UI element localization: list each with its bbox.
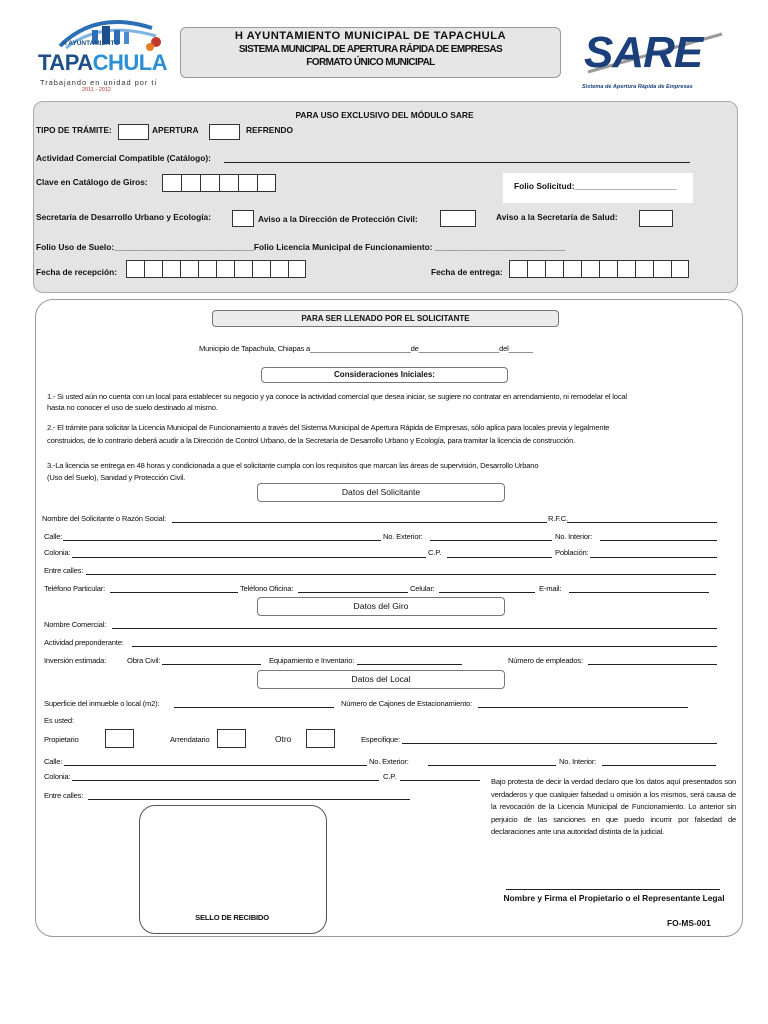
applicant-heading: PARA SER LLENADO POR EL SOLICITANTE xyxy=(212,310,559,327)
local-no-exterior-label: No. Exterior: xyxy=(369,757,409,766)
local-calle-label: Calle: xyxy=(44,757,63,766)
tel-oficina-field[interactable] xyxy=(298,592,408,593)
no-exterior-field[interactable] xyxy=(430,540,552,541)
equipamiento-label: Equipamiento e Inventario: xyxy=(269,656,355,665)
local-entre-calles-field[interactable] xyxy=(88,799,410,800)
poblacion-field[interactable] xyxy=(590,557,717,558)
form-code: FO-MS-001 xyxy=(667,918,711,928)
apertura-checkbox[interactable] xyxy=(118,124,149,140)
num-empleados-field[interactable] xyxy=(588,664,717,665)
cp-label: C.P. xyxy=(428,548,441,557)
local-no-exterior-field[interactable] xyxy=(428,765,556,766)
arrendatario-checkbox[interactable] xyxy=(217,729,246,748)
tel-oficina-label: Teléfono Oficina: xyxy=(240,584,294,593)
local-colonia-field[interactable] xyxy=(72,780,379,781)
local-no-interior-label: No. Interior: xyxy=(559,757,597,766)
protesta-text: Bajo protesta de decir la verdad declaro que los datos aquí presentados son verdaderos y que cualquier falsedad u omisión a los mismos, será causa de la revocación de la Licencia Municipal de Funcionamiento. Lo anterior sin perjuicio de las sanciones en que puedo incurrir por falsedad de declaraciones ante una autoridad distinta de la judicial. xyxy=(491,777,736,836)
sare-logo-text: SARE xyxy=(584,28,703,77)
municipio-line[interactable]: Municipio de Tapachula, Chiapas a_________________________de____________________del______ xyxy=(199,344,533,353)
poblacion-label: Población: xyxy=(555,548,589,557)
fecha-entrega-label: Fecha de entrega: xyxy=(431,267,503,277)
clave-label: Clave en Catálogo de Giros: xyxy=(36,177,148,187)
obra-civil-label: Obra Civil: xyxy=(127,656,161,665)
datos-giro-heading: Datos del Giro xyxy=(257,597,505,616)
consideracion-2a: 2.- El trámite para solicitar la Licencia Municipal de Funcionamiento a través del Sistema Municipal de Apertura Rápida de Empresas, sólo aplica para locales previa y legalmente xyxy=(47,423,610,432)
colonia-label: Colonia: xyxy=(44,548,71,557)
secretaria-checkbox[interactable] xyxy=(232,210,254,227)
celular-field[interactable] xyxy=(439,592,535,593)
actividad-pre-label: Actividad preponderante: xyxy=(44,638,124,647)
actividad-pre-field[interactable] xyxy=(132,646,717,647)
fecha-recepcion-label: Fecha de recepción: xyxy=(36,267,117,277)
es-usted-label: Es usted: xyxy=(44,716,74,725)
nombre-comercial-label: Nombre Comercial: xyxy=(44,620,107,629)
calle-label: Calle: xyxy=(44,532,63,541)
rfc-label: R.F.C. xyxy=(548,514,568,523)
actividad-label: Actividad Comercial Compatible (Catálogo): xyxy=(36,153,211,163)
apertura-label: APERTURA xyxy=(152,125,199,135)
title-format: FORMATO ÚNICO MUNICIPAL xyxy=(306,57,435,68)
nombre-comercial-field[interactable] xyxy=(112,628,717,629)
clave-cells[interactable] xyxy=(162,174,276,192)
logo-city-text xyxy=(38,50,167,76)
logo-small-text: H AYUNTAMIENTO xyxy=(62,40,120,47)
tel-particular-label: Teléfono Particular: xyxy=(44,584,106,593)
cajones-field[interactable] xyxy=(478,707,688,708)
local-cp-field[interactable] xyxy=(400,780,480,781)
folio-suelo-line[interactable]: Folio Uso de Suelo:______________________________Folio Licencia Municipal de Funcionamiento: ____________________________ xyxy=(36,242,566,252)
otro-label: Otro xyxy=(275,734,292,744)
signature-line[interactable] xyxy=(506,889,720,890)
secretaria-label: Secretaría de Desarrollo Urbano y Ecología: xyxy=(36,212,212,222)
num-empleados-label: Número de empleados: xyxy=(508,656,583,665)
refrendo-label: REFRENDO xyxy=(246,125,293,135)
consideracion-3a: 3.-La licencia se entrega en 48 horas y condicionada a que el solicitante cumpla con los requisitos que marcan las áreas de supervisión, Desarrollo Urbano xyxy=(47,461,539,470)
superficie-field[interactable] xyxy=(174,707,334,708)
tel-particular-field[interactable] xyxy=(110,592,238,593)
aviso-civil-label: Aviso a la Dirección de Protección Civil: xyxy=(258,214,418,224)
local-entre-calles-label: Entre calles: xyxy=(44,791,84,800)
arrendatario-label: Arrendatario xyxy=(170,735,210,744)
title-banner xyxy=(180,27,561,78)
sare-logo-subtitle: Sistema de Apertura Rápida de Empresas xyxy=(582,84,693,90)
title-main: H AYUNTAMIENTO MUNICIPAL DE TAPACHULA xyxy=(234,30,507,42)
logo-city-part1: TAPA xyxy=(38,50,93,75)
especifique-field[interactable] xyxy=(402,743,717,744)
otro-checkbox[interactable] xyxy=(306,729,335,748)
aviso-salud-label: Aviso a la Secretaría de Salud: xyxy=(496,212,618,222)
local-calle-field[interactable] xyxy=(64,765,367,766)
datos-local-heading: Datos del Local xyxy=(257,670,505,689)
folio-solicitud-label[interactable]: Folio Solicitud:______________________ xyxy=(514,181,677,191)
no-interior-label: No. Interior: xyxy=(555,532,593,541)
local-colonia-label: Colonia: xyxy=(44,772,71,781)
entre-calles-field[interactable] xyxy=(86,574,716,575)
fecha-recepcion-cells[interactable] xyxy=(126,260,306,278)
equipamiento-field[interactable] xyxy=(357,664,462,665)
consideracion-1b: hasta no conocer el uso de suelo destinado al mismo. xyxy=(47,403,218,412)
email-label: E-mail: xyxy=(539,584,562,593)
logo-city-part2: CHULA xyxy=(92,50,168,75)
inversion-label: Inversión estimada: xyxy=(44,656,107,665)
email-field[interactable] xyxy=(569,592,709,593)
colonia-field[interactable] xyxy=(72,557,426,558)
calle-field[interactable] xyxy=(63,540,381,541)
aviso-salud-checkbox[interactable] xyxy=(639,210,673,227)
refrendo-checkbox[interactable] xyxy=(209,124,240,140)
logo-years: 2011 - 2012 xyxy=(82,87,111,93)
cp-field[interactable] xyxy=(447,557,552,558)
municipal-logo xyxy=(36,14,168,100)
celular-label: Celular: xyxy=(410,584,435,593)
especifique-label: Especifique: xyxy=(361,735,400,744)
entre-calles-label: Entre calles: xyxy=(44,566,84,575)
datos-solicitante-heading: Datos del Solicitante xyxy=(257,483,505,502)
consideracion-2b: construidos, de lo contrario deberá acudir a la Dirección de Control Urbano, de la Secretaría de Desarrollo Urbano y Ecología, para tramitar la licencia de construcción. xyxy=(47,436,576,445)
no-interior-field[interactable] xyxy=(600,540,717,541)
sare-logo xyxy=(582,26,742,96)
title-sub: SISTEMA MUNICIPAL DE APERTURA RÁPIDA DE EMPRESAS xyxy=(238,44,503,55)
tipo-tramite-label: TIPO DE TRÁMITE: xyxy=(36,125,112,135)
nombre-field[interactable] xyxy=(172,522,547,523)
propietario-checkbox[interactable] xyxy=(105,729,134,748)
local-cp-label: C.P. xyxy=(383,772,396,781)
logo-slogan: Trabajando en unidad por ti xyxy=(40,78,158,87)
obra-civil-field[interactable] xyxy=(162,664,261,665)
superficie-label: Superficie del inmueble o local (m2): xyxy=(44,699,160,708)
cajones-label: Número de Cajones de Estacionamiento: xyxy=(341,699,473,708)
actividad-field[interactable] xyxy=(224,162,690,163)
sare-heading: PARA USO EXCLUSIVO DEL MÓDULO SARE xyxy=(295,110,474,120)
consideraciones-heading: Consideraciones Iniciales: xyxy=(261,367,508,383)
consideracion-1a: 1.- Si usted aún no cuenta con un local para establecer su negocio y ya conoce la actividad comercial que desea iniciar, se sugiere no contratar en arrendamiento, ni remodelar el local xyxy=(47,392,627,401)
sello-label: SELLO DE RECIBIDO xyxy=(195,913,269,922)
consideracion-3b: (Uso del Suelo), Sanidad y Protección Civil. xyxy=(47,473,186,482)
nombre-label: Nombre del Solicitante o Razón Social: xyxy=(42,514,167,523)
propietario-label: Propietario xyxy=(44,735,79,744)
fecha-entrega-cells[interactable] xyxy=(509,260,689,278)
no-exterior-label: No. Exterior: xyxy=(383,532,423,541)
aviso-civil-checkbox[interactable] xyxy=(440,210,476,227)
rfc-field[interactable] xyxy=(567,522,717,523)
firma-label: Nombre y Firma el Propietario o el Representante Legal xyxy=(503,893,725,903)
local-no-interior-field[interactable] xyxy=(602,765,716,766)
